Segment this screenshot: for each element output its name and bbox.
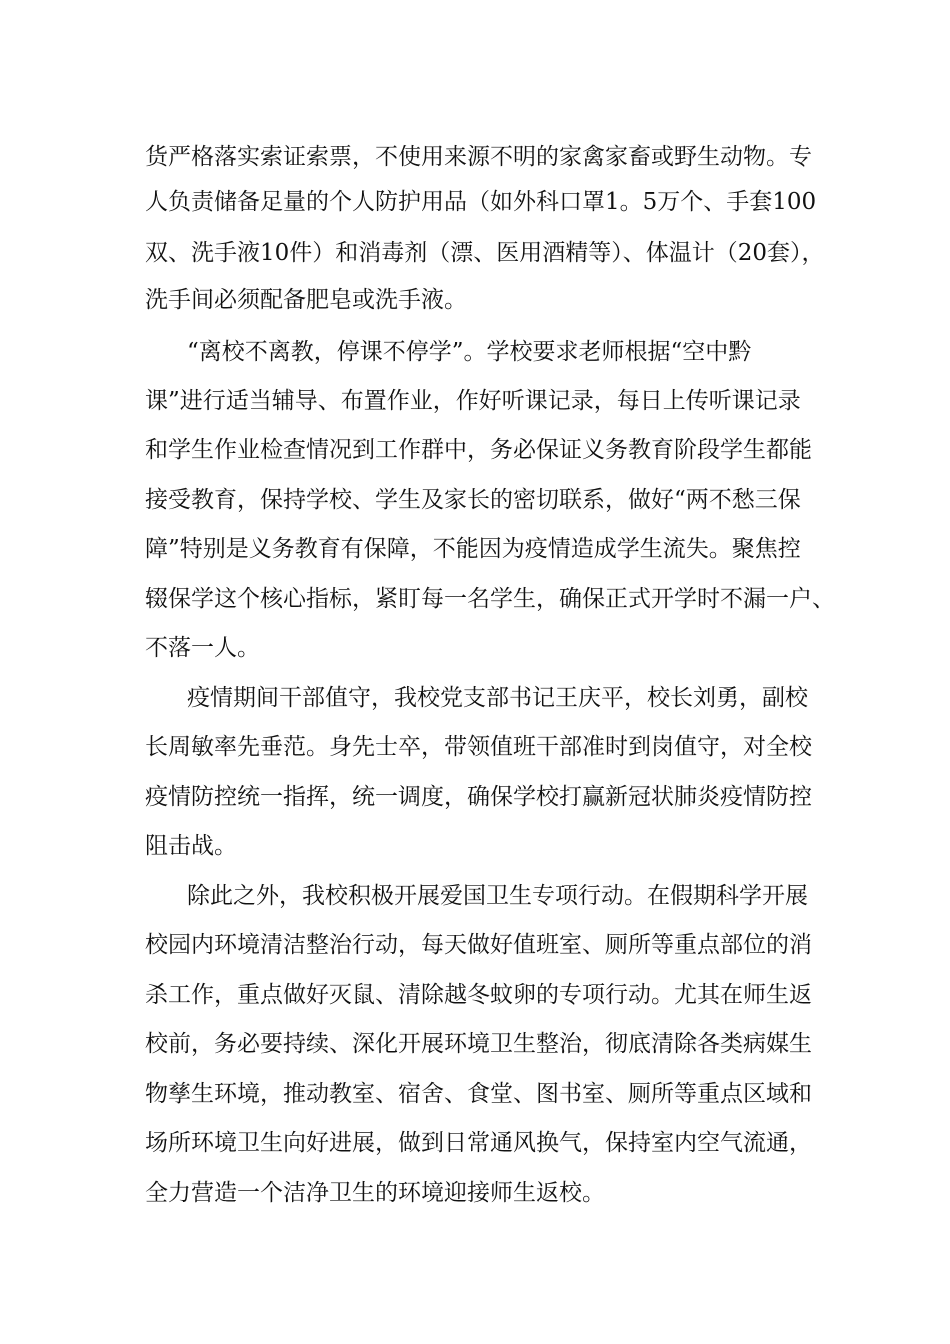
paragraph-2-line-5: 障”特别是义务教育有保障，不能因为疫情造成学生流失。聚焦控	[145, 536, 801, 562]
paragraph-1-line-3: 双、洗手液10件）和消毒剂（漂、医用酒精等）、体温计（20套），	[145, 240, 825, 266]
paragraph-4-line-7: 全力营造一个洁净卫生的环境迎接师生返校。	[145, 1180, 605, 1206]
paragraph-2-line-6: 辍保学这个核心指标，紧盯每一名学生，确保正式开学时不漏一户、	[145, 586, 835, 612]
paragraph-2-line-3: 和学生作业检查情况到工作群中，务必保证义务教育阶段学生都能	[145, 437, 812, 463]
paragraph-2-line-7: 不落一人。	[145, 635, 260, 661]
paragraph-2-line-4: 接受教育，保持学校、学生及家长的密切联系，做好“两不愁三保	[145, 487, 801, 513]
paragraph-4-line-6: 场所环境卫生向好进展，做到日常通风换气，保持室内空气流通，	[145, 1130, 812, 1156]
paragraph-4-line-1: 除此之外，我校积极开展爱国卫生专项行动。在假期科学开展	[187, 883, 808, 909]
paragraph-1-line-4: 洗手间必须配备肥皂或洗手液。	[145, 287, 467, 313]
paragraph-3-line-1: 疫情期间干部值守，我校党支部书记王庆平，校长刘勇，副校	[187, 685, 808, 711]
paragraph-2-line-1: “离校不离教，停课不停学”。学校要求老师根据“空中黔	[187, 339, 752, 365]
paragraph-2-line-2: 课”进行适当辅导、布置作业，作好听课记录，每日上传听课记录	[145, 388, 801, 414]
paragraph-1-line-2: 人负责储备足量的个人防护用品（如外科口罩1。5万个、手套100	[145, 189, 817, 215]
paragraph-3-line-3: 疫情防控统一指挥，统一调度，确保学校打赢新冠状肺炎疫情防控	[145, 784, 812, 810]
paragraph-4-line-3: 杀工作，重点做好灭鼠、清除越冬蚊卵的专项行动。尤其在师生返	[145, 982, 812, 1008]
paragraph-3-line-4: 阻击战。	[145, 833, 237, 859]
paragraph-4-line-2: 校园内环境清洁整治行动，每天做好值班室、厕所等重点部位的消	[145, 932, 812, 958]
paragraph-3-line-2: 长周敏率先垂范。身先士卒，带领值班干部准时到岗值守，对全校	[145, 734, 812, 760]
paragraph-4-line-5: 物孳生环境，推动教室、宿舍、食堂、图书室、厕所等重点区域和	[145, 1081, 812, 1107]
paragraph-4-line-4: 校前，务必要持续、深化开展环境卫生整治，彻底清除各类病媒生	[145, 1031, 812, 1057]
paragraph-1-line-1: 货严格落实索证索票，不使用来源不明的家禽家畜或野生动物。专	[145, 144, 812, 170]
